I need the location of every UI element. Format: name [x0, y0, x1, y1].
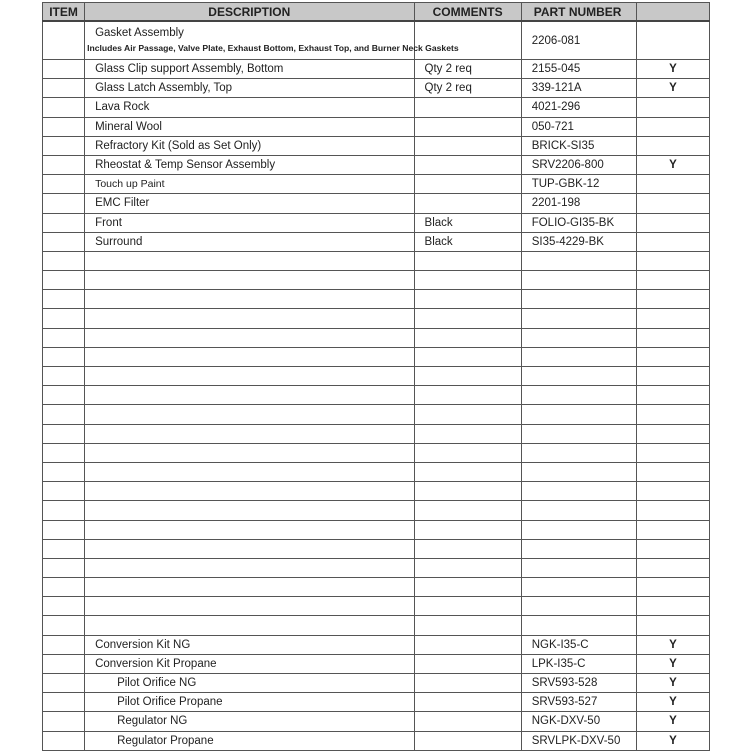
description-cell: Surround: [85, 232, 414, 251]
table-row: [43, 194, 710, 213]
item-cell: [43, 635, 85, 654]
item-cell: [43, 194, 85, 213]
comments-cell: [414, 98, 521, 117]
description-cell: Mineral Wool: [85, 117, 414, 136]
item-cell: [43, 654, 85, 673]
flag-cell: [636, 558, 709, 577]
comments-cell: Black: [414, 232, 521, 251]
table-row: [43, 117, 710, 136]
item-cell: [43, 520, 85, 539]
description-cell: Pilot Orifice Propane: [85, 693, 414, 712]
table-row: [43, 405, 710, 424]
table-row: [43, 155, 710, 174]
comments-cell: [414, 462, 521, 481]
item-cell: [43, 616, 85, 635]
description-cell: Conversion Kit NG: [85, 635, 414, 654]
part-number-cell: [521, 539, 636, 558]
description-cell: Pilot Orifice NG: [85, 674, 414, 693]
item-cell: [43, 424, 85, 443]
item-cell: [43, 462, 85, 481]
flag-cell: [636, 290, 709, 309]
comments-cell: [414, 175, 521, 194]
table-row: [43, 98, 710, 117]
flag-cell: [636, 213, 709, 232]
part-number-cell: SRVLPK-DXV-50: [521, 731, 636, 750]
item-cell: [43, 597, 85, 616]
flag-cell: Y: [636, 654, 709, 673]
item-cell: [43, 367, 85, 386]
item-cell: [43, 175, 85, 194]
header-comments: COMMENTS: [414, 3, 521, 22]
flag-cell: [636, 271, 709, 290]
comments-cell: [414, 347, 521, 366]
comments-cell: [414, 635, 521, 654]
comments-cell: Qty 2 req: [414, 60, 521, 79]
table-row: [43, 309, 710, 328]
description-cell: [85, 386, 414, 405]
part-number-cell: [521, 501, 636, 520]
description-cell: Glass Clip support Assembly, Bottom: [85, 60, 414, 79]
part-number-cell: 2201-198: [521, 194, 636, 213]
comments-cell: [414, 674, 521, 693]
part-number-cell: [521, 520, 636, 539]
comments-cell: [414, 251, 521, 270]
item-cell: [43, 213, 85, 232]
flag-cell: [636, 578, 709, 597]
part-number-cell: [521, 290, 636, 309]
table-row: [43, 443, 710, 462]
description-cell: [85, 309, 414, 328]
table-row: [43, 462, 710, 481]
comments-cell: [414, 405, 521, 424]
flag-cell: [636, 520, 709, 539]
flag-cell: [636, 347, 709, 366]
comments-cell: [414, 21, 521, 60]
flag-cell: Y: [636, 155, 709, 174]
item-cell: [43, 251, 85, 270]
flag-cell: [636, 175, 709, 194]
flag-cell: Y: [636, 674, 709, 693]
description-cell: Lava Rock: [85, 98, 414, 117]
flag-cell: Y: [636, 635, 709, 654]
part-number-cell: [521, 558, 636, 577]
part-number-cell: NGK-I35-C: [521, 635, 636, 654]
comments-cell: [414, 117, 521, 136]
header-part-number: PART NUMBER: [521, 3, 636, 22]
comments-cell: [414, 539, 521, 558]
item-cell: [43, 117, 85, 136]
part-number-cell: SRV2206-800: [521, 155, 636, 174]
part-number-cell: [521, 328, 636, 347]
part-number-cell: FOLIO-GI35-BK: [521, 213, 636, 232]
flag-cell: [636, 136, 709, 155]
comments-cell: [414, 616, 521, 635]
description-cell: [85, 578, 414, 597]
part-number-cell: [521, 386, 636, 405]
table-row: [43, 558, 710, 577]
header-flag: [636, 3, 709, 22]
flag-cell: [636, 443, 709, 462]
part-number-cell: SRV593-528: [521, 674, 636, 693]
description-cell: [85, 424, 414, 443]
comments-cell: [414, 328, 521, 347]
flag-cell: Y: [636, 79, 709, 98]
flag-cell: [636, 98, 709, 117]
item-cell: [43, 405, 85, 424]
item-cell: [43, 731, 85, 750]
table-row: [43, 175, 710, 194]
description-cell: Regulator Propane: [85, 731, 414, 750]
comments-cell: [414, 136, 521, 155]
table-row: [43, 424, 710, 443]
part-number-cell: [521, 443, 636, 462]
comments-cell: [414, 482, 521, 501]
item-cell: [43, 290, 85, 309]
description-cell: [85, 367, 414, 386]
item-cell: [43, 712, 85, 731]
description-cell: Conversion Kit Propane: [85, 654, 414, 673]
part-number-cell: 339-121A: [521, 79, 636, 98]
description-cell: Front: [85, 213, 414, 232]
item-cell: [43, 309, 85, 328]
header-description: DESCRIPTION: [85, 3, 414, 22]
comments-cell: [414, 424, 521, 443]
item-cell: [43, 558, 85, 577]
flag-cell: Y: [636, 693, 709, 712]
item-cell: [43, 501, 85, 520]
item-cell: [43, 443, 85, 462]
flag-cell: [636, 424, 709, 443]
part-number-cell: LPK-I35-C: [521, 654, 636, 673]
description-cell: Regulator NG: [85, 712, 414, 731]
part-number-cell: NGK-DXV-50: [521, 712, 636, 731]
comments-cell: [414, 731, 521, 750]
table-row: [43, 251, 710, 270]
part-number-cell: [521, 271, 636, 290]
comments-cell: [414, 443, 521, 462]
item-cell: [43, 539, 85, 558]
comments-cell: Black: [414, 213, 521, 232]
part-number-cell: 4021-296: [521, 98, 636, 117]
comments-cell: [414, 578, 521, 597]
table-row: [43, 712, 710, 731]
item-cell: [43, 386, 85, 405]
comments-cell: [414, 501, 521, 520]
table-row: [43, 21, 710, 60]
comments-cell: [414, 309, 521, 328]
comments-cell: [414, 194, 521, 213]
item-cell: [43, 578, 85, 597]
flag-cell: [636, 194, 709, 213]
comments-cell: [414, 558, 521, 577]
item-cell: [43, 482, 85, 501]
table-row: [43, 347, 710, 366]
table-row: [43, 654, 710, 673]
description-cell: [85, 405, 414, 424]
table-row: [43, 328, 710, 347]
table-row: [43, 674, 710, 693]
item-cell: [43, 693, 85, 712]
table-row: [43, 635, 710, 654]
table-row: [43, 213, 710, 232]
part-number-cell: [521, 578, 636, 597]
part-number-cell: 2206-081: [521, 21, 636, 60]
comments-cell: [414, 290, 521, 309]
comments-cell: [414, 155, 521, 174]
flag-cell: [636, 482, 709, 501]
description-cell: EMC Filter: [85, 194, 414, 213]
comments-cell: Qty 2 req: [414, 79, 521, 98]
table-row: [43, 271, 710, 290]
flag-cell: [636, 501, 709, 520]
part-number-cell: [521, 367, 636, 386]
part-number-cell: [521, 251, 636, 270]
gasket-note: Includes Air Passage, Valve Plate, Exhaust Bottom, Exhaust Top, and Burner Neck Gaskets: [87, 43, 459, 53]
table-row: [43, 731, 710, 750]
description-cell: [85, 501, 414, 520]
description-cell: [85, 443, 414, 462]
flag-cell: [636, 21, 709, 60]
table-row: [43, 578, 710, 597]
table-row: [43, 232, 710, 251]
table-row: [43, 501, 710, 520]
item-cell: [43, 232, 85, 251]
part-number-cell: TUP-GBK-12: [521, 175, 636, 194]
comments-cell: [414, 654, 521, 673]
flag-cell: [636, 405, 709, 424]
flag-cell: [636, 309, 709, 328]
table-row: [43, 482, 710, 501]
part-number-cell: 2155-045: [521, 60, 636, 79]
flag-cell: [636, 462, 709, 481]
table-row: [43, 367, 710, 386]
flag-cell: [636, 232, 709, 251]
description-cell: [85, 251, 414, 270]
table-row: [43, 79, 710, 98]
item-cell: [43, 328, 85, 347]
part-number-cell: [521, 424, 636, 443]
flag-cell: [636, 328, 709, 347]
table-row: [43, 60, 710, 79]
part-number-cell: [521, 597, 636, 616]
header-item: ITEM: [43, 3, 85, 22]
flag-cell: [636, 386, 709, 405]
description-cell: [85, 539, 414, 558]
table-row: [43, 136, 710, 155]
flag-cell: [636, 539, 709, 558]
comments-cell: [414, 271, 521, 290]
parts-table: [42, 2, 710, 751]
gasket-title: Gasket Assembly: [95, 27, 184, 39]
item-cell: [43, 674, 85, 693]
comments-cell: [414, 520, 521, 539]
part-number-cell: [521, 347, 636, 366]
flag-cell: [636, 367, 709, 386]
description-cell: [85, 347, 414, 366]
part-number-cell: BRICK-SI35: [521, 136, 636, 155]
table-row: [43, 616, 710, 635]
table-header-row: [43, 3, 710, 22]
table-row: [43, 539, 710, 558]
item-cell: [43, 136, 85, 155]
description-cell: [85, 21, 459, 60]
flag-cell: [636, 616, 709, 635]
table-row: [43, 693, 710, 712]
part-number-cell: SI35-4229-BK: [521, 232, 636, 251]
item-cell: [43, 155, 85, 174]
table-row: [43, 290, 710, 309]
description-cell: [85, 482, 414, 501]
flag-cell: Y: [636, 731, 709, 750]
flag-cell: [636, 251, 709, 270]
comments-cell: [414, 597, 521, 616]
description-cell: [85, 462, 414, 481]
flag-cell: Y: [636, 712, 709, 731]
item-cell: [43, 21, 85, 60]
item-cell: [43, 60, 85, 79]
flag-cell: Y: [636, 60, 709, 79]
part-number-cell: [521, 405, 636, 424]
table-row: [43, 597, 710, 616]
description-cell: [85, 558, 414, 577]
description-cell: [85, 616, 414, 635]
description-cell: Touch up Paint: [85, 175, 414, 194]
description-cell: [85, 290, 414, 309]
item-cell: [43, 79, 85, 98]
part-number-cell: SRV593-527: [521, 693, 636, 712]
item-cell: [43, 271, 85, 290]
description-cell: [85, 328, 414, 347]
description-cell: Refractory Kit (Sold as Set Only): [85, 136, 414, 155]
table-row: [43, 386, 710, 405]
part-number-cell: [521, 616, 636, 635]
part-number-cell: [521, 462, 636, 481]
description-cell: Rheostat & Temp Sensor Assembly: [85, 155, 414, 174]
description-cell: Glass Latch Assembly, Top: [85, 79, 414, 98]
flag-cell: [636, 117, 709, 136]
comments-cell: [414, 712, 521, 731]
description-cell: [85, 597, 414, 616]
description-cell: [85, 520, 414, 539]
part-number-cell: [521, 482, 636, 501]
part-number-cell: 050-721: [521, 117, 636, 136]
item-cell: [43, 347, 85, 366]
description-cell: [85, 271, 414, 290]
item-cell: [43, 98, 85, 117]
comments-cell: [414, 693, 521, 712]
comments-cell: [414, 367, 521, 386]
part-number-cell: [521, 309, 636, 328]
table-row: [43, 520, 710, 539]
flag-cell: [636, 597, 709, 616]
comments-cell: [414, 386, 521, 405]
